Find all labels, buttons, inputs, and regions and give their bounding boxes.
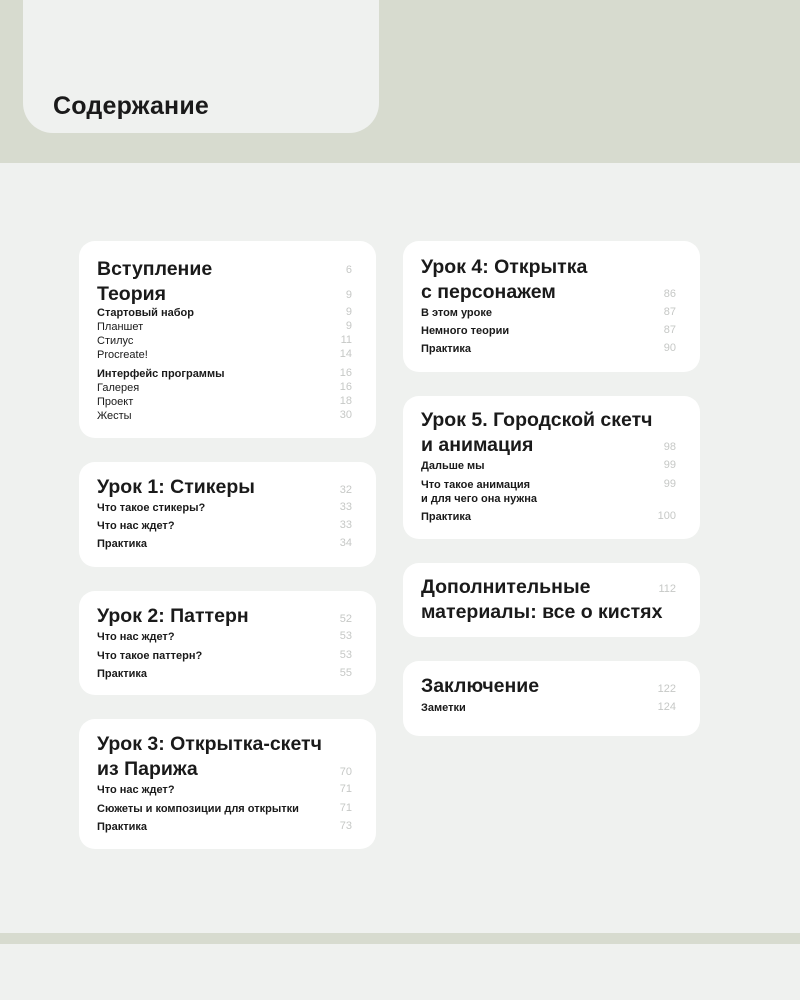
toc-entry-label: Проект <box>97 396 134 408</box>
toc-entry-label: Что нас ждет? <box>97 631 175 643</box>
toc-entry[interactable] <box>97 667 352 681</box>
toc-card-lesson-5 <box>403 396 700 539</box>
toc-entry[interactable] <box>97 348 352 362</box>
toc-page-number: 16 <box>339 381 352 393</box>
toc-card-lesson-1 <box>79 462 376 567</box>
toc-entry[interactable] <box>97 501 352 515</box>
toc-section-title: Урок 2: Паттерн <box>97 605 249 627</box>
toc-entry-label: Procreate! <box>97 349 148 361</box>
toc-section-lesson-2[interactable] <box>97 604 352 629</box>
toc-entry[interactable] <box>97 395 352 409</box>
toc-entry-label: Практика <box>97 668 148 680</box>
toc-entry-label: Дальше мы <box>421 460 485 472</box>
toc-entry-label: Галерея <box>97 382 140 394</box>
toc-entry-label: Жесты <box>97 410 132 422</box>
toc-page-number: 90 <box>663 342 676 354</box>
toc-card-intro <box>79 241 376 438</box>
toc-entry-label: Практика <box>97 538 148 550</box>
toc-entry-label: В этом уроке <box>421 307 492 319</box>
toc-section-title: Урок 5. Городской скетч <box>421 409 653 431</box>
toc-entry-label: Что нас ждет? <box>97 520 175 532</box>
toc-card-conclusion <box>403 661 700 736</box>
toc-card-lesson-2 <box>79 591 376 695</box>
toc-section-title: материалы: все о кистях <box>421 601 663 623</box>
toc-section-extras-cont[interactable] <box>421 600 676 625</box>
toc-page-number: 33 <box>339 519 352 531</box>
toc-card-lesson-4 <box>403 241 700 372</box>
toc-entry[interactable] <box>97 367 352 381</box>
toc-page-number: 11 <box>340 334 352 346</box>
toc-section-title: Урок 4: Открытка <box>421 256 588 278</box>
toc-section-title: из Парижа <box>97 758 198 780</box>
toc-entry[interactable] <box>97 820 352 834</box>
toc-page-number: 6 <box>345 264 352 276</box>
toc-page-number: 87 <box>663 306 676 318</box>
toc-entry-label: Планшет <box>97 321 144 333</box>
toc-page-number: 9 <box>345 320 352 332</box>
toc-entry[interactable] <box>97 306 352 320</box>
toc-entry[interactable] <box>421 510 676 524</box>
toc-section-title: с персонажем <box>421 281 556 303</box>
toc-entry[interactable] <box>421 701 676 715</box>
toc-entry[interactable] <box>421 478 676 506</box>
toc-page-number: 71 <box>339 783 352 795</box>
toc-page-number: 53 <box>339 649 352 661</box>
toc-card-extras <box>403 563 700 637</box>
toc-page-number: 122 <box>657 683 676 695</box>
toc-section-title: Вступление <box>97 258 213 280</box>
toc-entry-label: Что такое анимация и для чего она нужна <box>421 479 537 505</box>
toc-entry-label: Заметки <box>421 702 466 714</box>
toc-entry-label: Стартовый набор <box>97 307 194 319</box>
toc-entry-label: Сюжеты и композиции для открытки <box>97 803 299 815</box>
toc-entry-label: Что такое стикеры? <box>97 502 206 514</box>
toc-page-number: 86 <box>663 288 676 300</box>
toc-section-title: Урок 1: Стикеры <box>97 476 255 498</box>
toc-page-number: 52 <box>339 613 352 625</box>
toc-entry[interactable] <box>97 519 352 533</box>
toc-page-number: 14 <box>339 348 352 360</box>
page-title: Содержание <box>53 92 210 120</box>
toc-entry[interactable] <box>97 802 352 816</box>
toc-section-title: Теория <box>97 283 166 305</box>
toc-page-number: 98 <box>663 441 676 453</box>
toc-page-number: 34 <box>339 537 352 549</box>
toc-page-number: 112 <box>658 583 676 595</box>
toc-entry[interactable] <box>421 342 676 356</box>
toc-page-number: 124 <box>657 701 676 713</box>
toc-entry[interactable] <box>97 630 352 644</box>
toc-section-title: и анимация <box>421 434 534 456</box>
toc-entry[interactable] <box>97 783 352 797</box>
toc-section-lesson-5[interactable] <box>421 408 676 433</box>
toc-section-title: Дополнительные <box>421 576 591 598</box>
toc-entry-label: Практика <box>421 343 472 355</box>
toc-entry-label: Немного теории <box>421 325 510 337</box>
toc-entry-label: Интерфейс программы <box>97 368 225 380</box>
toc-section-title: Урок 3: Открытка-скетч <box>97 733 322 755</box>
toc-page-number: 9 <box>345 306 352 318</box>
toc-page-number: 87 <box>663 324 676 336</box>
toc-entry[interactable] <box>421 459 676 473</box>
toc-entry[interactable] <box>97 320 352 334</box>
toc-section-title: Заключение <box>421 675 540 697</box>
toc-entry[interactable] <box>97 649 352 663</box>
toc-page-number: 32 <box>339 484 352 496</box>
toc-section-lesson-5-cont[interactable] <box>421 433 676 458</box>
toc-page-number: 9 <box>345 289 352 301</box>
toc-page-number: 55 <box>339 667 352 679</box>
toc-page-number: 16 <box>339 367 352 379</box>
toc-page-number: 99 <box>663 478 676 490</box>
toc-section-lesson-4-cont[interactable] <box>421 280 676 305</box>
footer-band <box>0 933 800 944</box>
toc-entry[interactable] <box>97 409 352 423</box>
toc-entry-label: Практика <box>421 511 472 523</box>
toc-section-lesson-3[interactable] <box>97 732 352 757</box>
toc-section-conclusion[interactable] <box>421 674 676 699</box>
toc-section-intro[interactable] <box>97 257 352 282</box>
toc-section-lesson-3-cont[interactable] <box>97 757 352 782</box>
toc-entry-label: Что нас ждет? <box>97 784 175 796</box>
toc-page-number: 99 <box>663 459 676 471</box>
toc-section-lesson-4[interactable] <box>421 255 676 280</box>
toc-card-lesson-3 <box>79 719 376 849</box>
toc-entry[interactable] <box>97 537 352 551</box>
toc-entry-label: Что такое паттерн? <box>97 650 203 662</box>
toc-entry[interactable] <box>421 306 676 320</box>
toc-entry-label: Стилус <box>97 335 134 347</box>
toc-entry[interactable] <box>97 334 352 348</box>
toc-page-number: 70 <box>339 766 352 778</box>
toc-entry[interactable] <box>97 381 352 395</box>
toc-page-number: 33 <box>339 501 352 513</box>
toc-section-extras[interactable] <box>421 575 676 600</box>
toc-section-lesson-1[interactable] <box>97 475 352 500</box>
toc-page-number: 100 <box>657 510 676 522</box>
toc-page-number: 18 <box>339 395 352 407</box>
toc-entry-label: Практика <box>97 821 148 833</box>
toc-section-theory[interactable] <box>97 282 352 307</box>
toc-entry[interactable] <box>421 324 676 338</box>
toc-page-number: 71 <box>339 802 352 814</box>
toc-page-number: 73 <box>339 820 352 832</box>
toc-page-number: 30 <box>339 409 352 421</box>
toc-page-number: 53 <box>339 630 352 642</box>
